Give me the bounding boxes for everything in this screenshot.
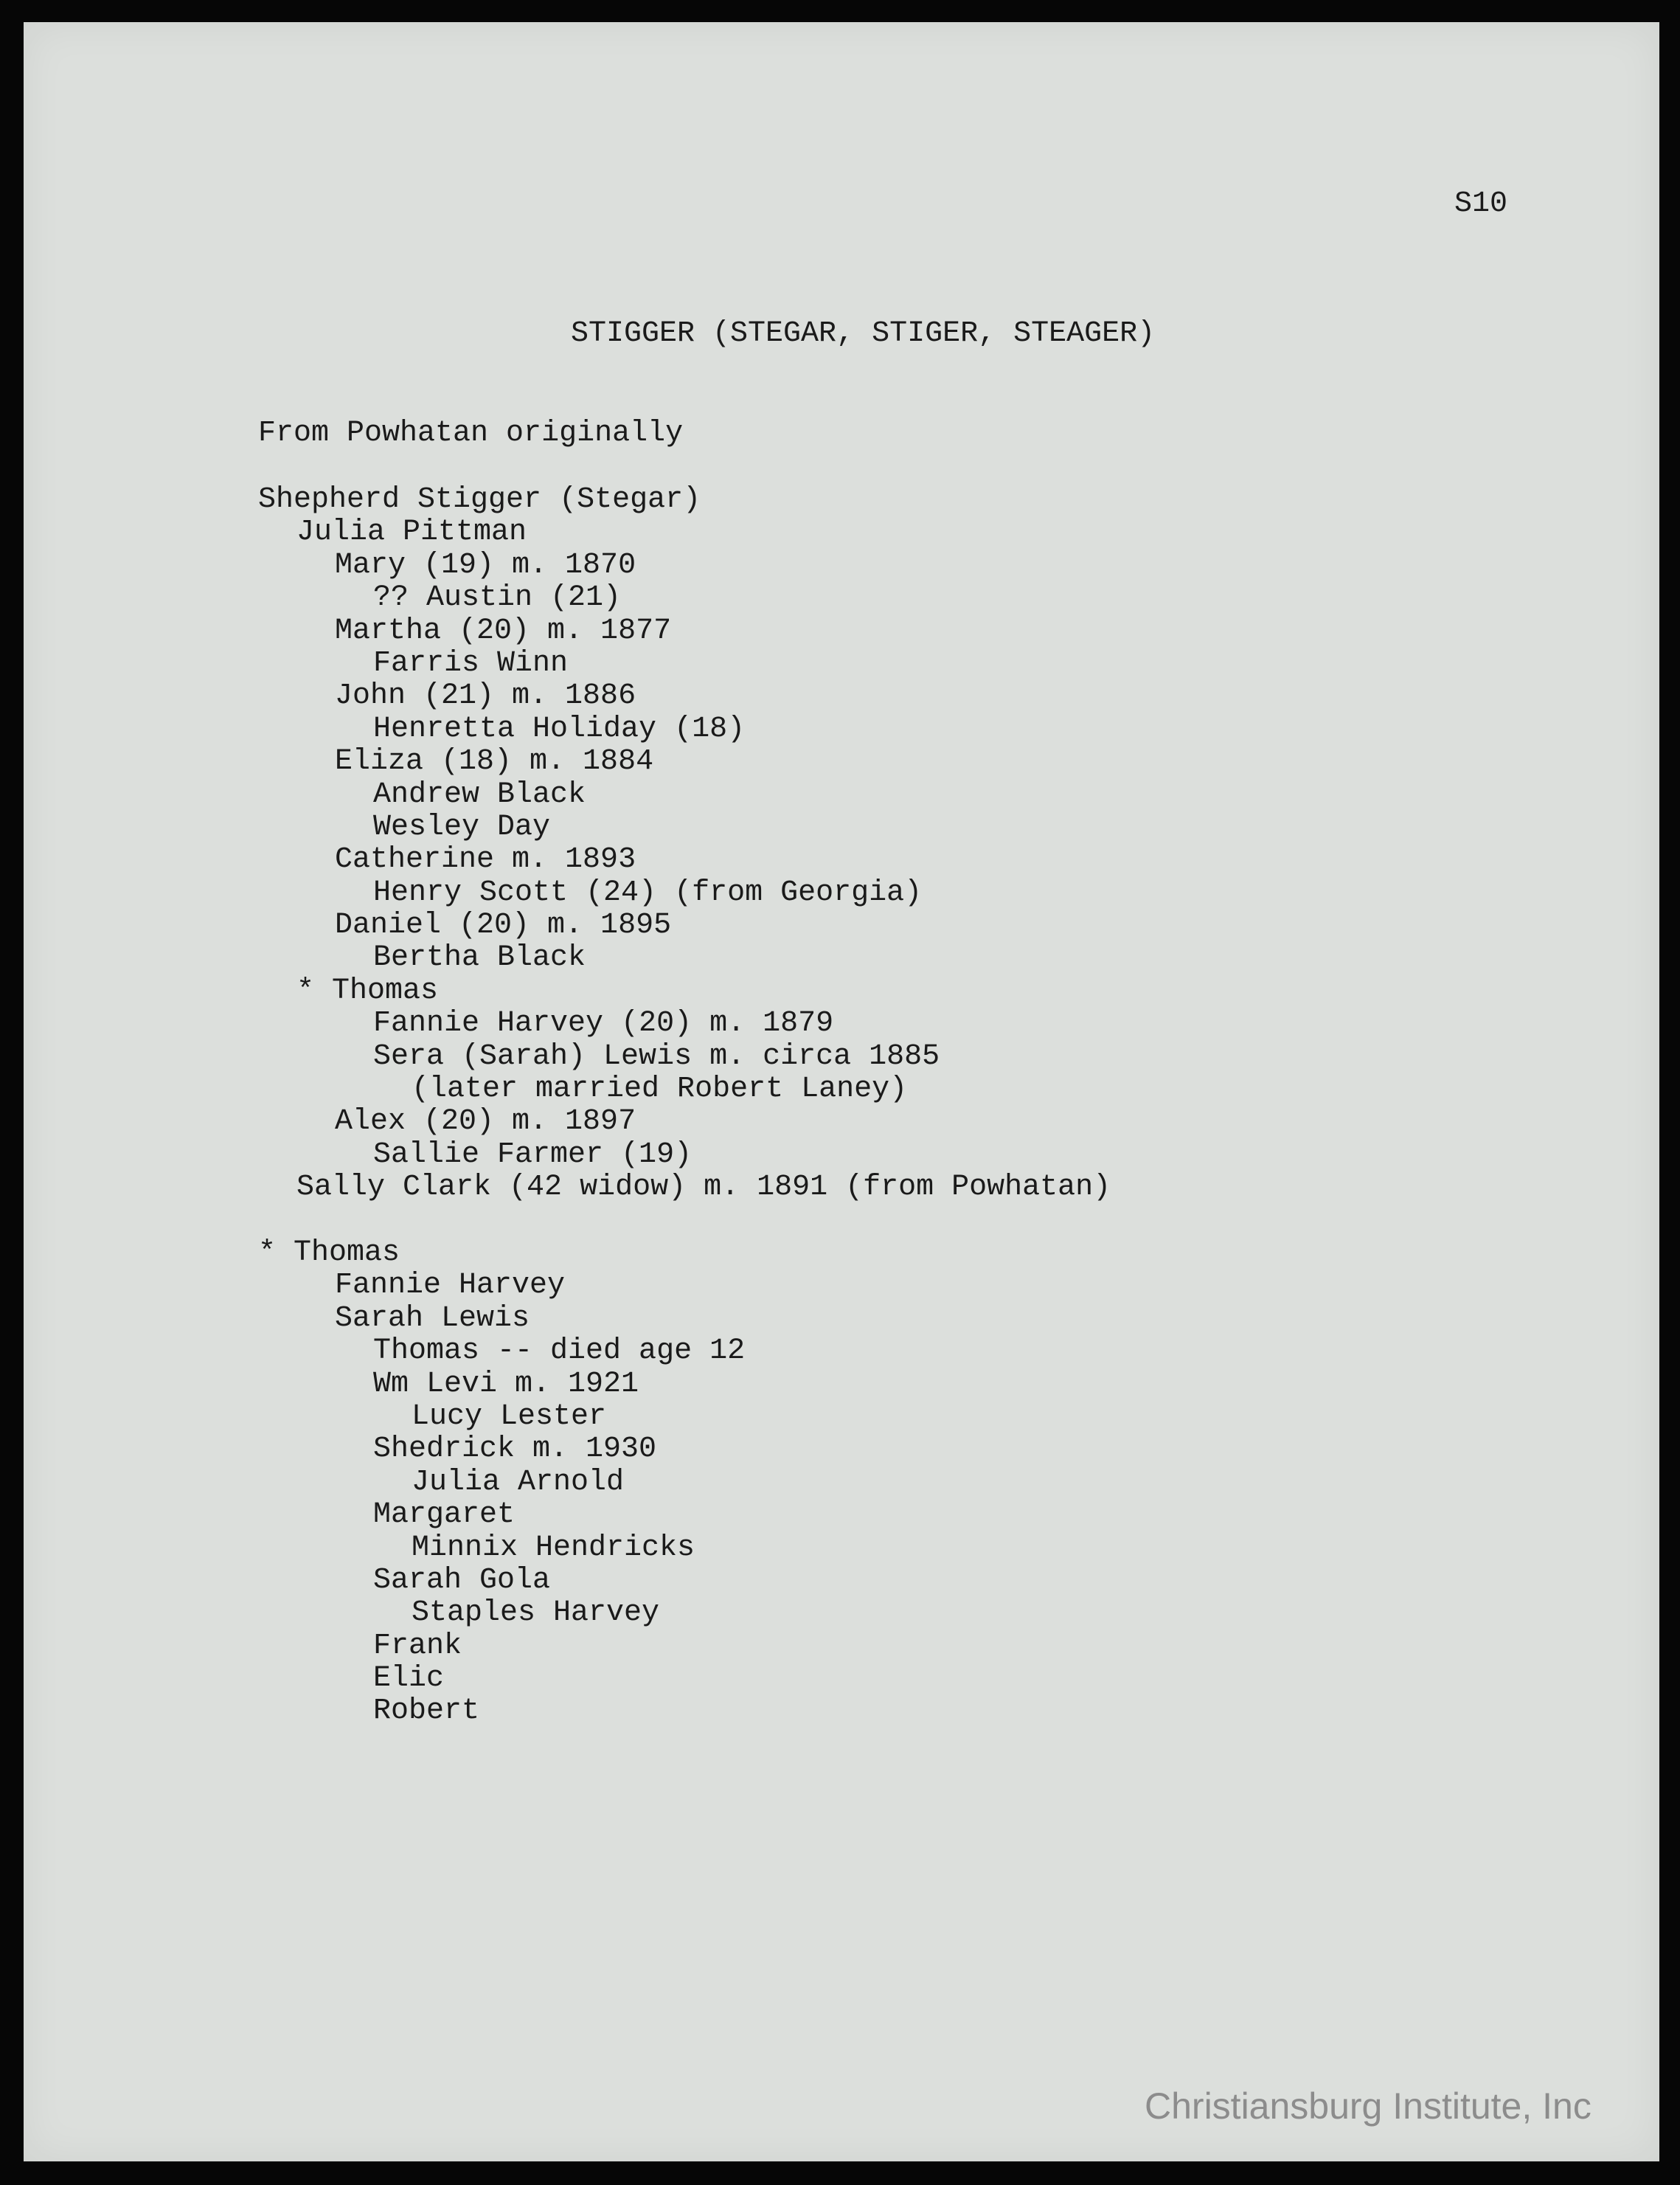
family-line: (later married Robert Laney) <box>412 1073 908 1107</box>
page-number: S10 <box>1454 187 1508 221</box>
family-line: * Thomas <box>296 974 439 1008</box>
family-line: Robert <box>373 1694 480 1728</box>
document-page <box>24 22 1659 2161</box>
family-line: Thomas -- died age 12 <box>373 1334 746 1368</box>
family-line: John (21) m. 1886 <box>335 679 636 713</box>
family-line: Julia Pittman <box>296 516 527 550</box>
family-line: Sera (Sarah) Lewis m. circa 1885 <box>373 1039 940 1073</box>
document-title: STIGGER (STEGAR, STIGER, STEAGER) <box>571 317 1156 350</box>
blank-line <box>258 1205 1111 1237</box>
family-line: * Thomas <box>258 1236 400 1270</box>
family-line: ?? Austin (21) <box>373 581 622 615</box>
family-line: Sallie Farmer (19) <box>373 1137 693 1171</box>
family-line: Frank <box>373 1629 462 1663</box>
family-line: Sarah Gola <box>373 1563 551 1597</box>
family-line: Julia Arnold <box>412 1465 625 1499</box>
family-line: Minnix Hendricks <box>412 1531 695 1565</box>
family-line: Lucy Lester <box>412 1399 607 1433</box>
family-line: Wm Levi m. 1921 <box>373 1367 639 1401</box>
family-line: Wesley Day <box>373 810 551 844</box>
family-line: Sally Clark (42 widow) m. 1891 (from Powhatan) <box>296 1171 1111 1205</box>
family-line: Elic <box>373 1662 445 1696</box>
watermark: Christiansburg Institute, Inc <box>1145 2085 1592 2127</box>
family-line: Fannie Harvey <box>335 1269 566 1303</box>
family-line: Farris Winn <box>373 646 569 680</box>
family-line: Mary (19) m. 1870 <box>335 548 636 582</box>
family-line: Margaret <box>373 1498 516 1532</box>
family-line: Staples Harvey <box>412 1596 660 1630</box>
family-line: Shepherd Stigger (Stegar) <box>258 483 701 516</box>
origin-note: From Powhatan originally <box>258 417 684 450</box>
family-line: Sarah Lewis <box>335 1301 530 1335</box>
family-line: Bertha Black <box>373 941 586 975</box>
family-line: Catherine m. 1893 <box>335 843 636 877</box>
family-line: Henry Scott (24) (from Georgia) <box>373 876 923 910</box>
family-line: Andrew Black <box>373 778 586 811</box>
family-line: Daniel (20) m. 1895 <box>335 909 672 943</box>
family-line: Fannie Harvey (20) m. 1879 <box>373 1007 834 1041</box>
family-line: Alex (20) m. 1897 <box>335 1105 636 1139</box>
family-line: Shedrick m. 1930 <box>373 1433 657 1467</box>
family-line: Henretta Holiday (18) <box>373 712 746 746</box>
family-line: Eliza (18) m. 1884 <box>335 745 654 779</box>
family-tree <box>258 484 1111 1728</box>
family-line: Martha (20) m. 1877 <box>335 614 672 648</box>
